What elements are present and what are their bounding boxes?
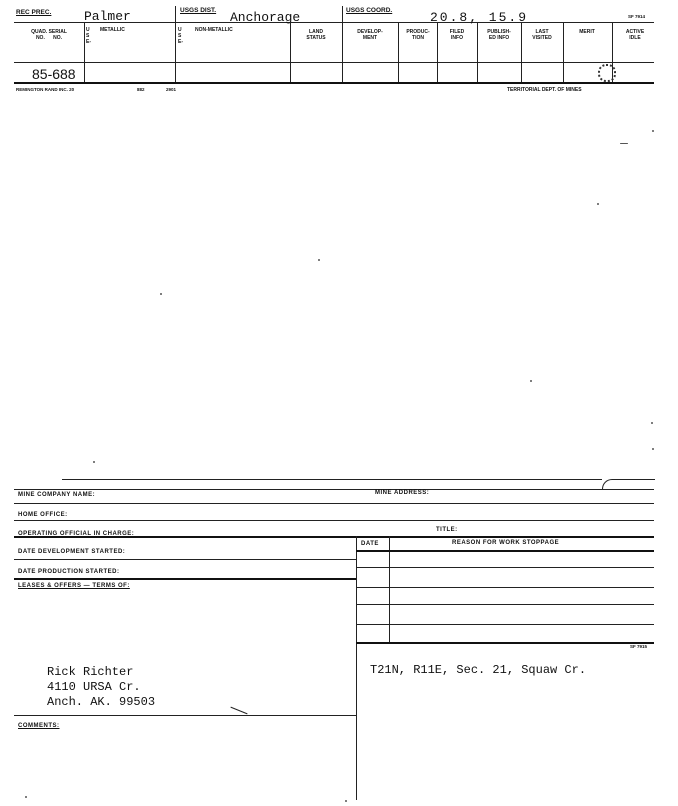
record-serial: 85-688 (32, 66, 76, 82)
col-non-metallic: NON-METALLIC (195, 27, 233, 33)
speck (345, 800, 347, 802)
mine-address-label: MINE ADDRESS: (375, 490, 430, 496)
rule (14, 715, 356, 716)
address-line-1: Rick Richter (47, 665, 134, 679)
col-use-nonmetallic: U S E- (178, 27, 183, 45)
header-divider-1 (175, 6, 176, 82)
col-merit: MERIT (579, 29, 595, 35)
torn-corner (602, 479, 655, 490)
form-number-bottom: SF 7915 (630, 644, 648, 649)
form-number-top: SF 7914 (628, 14, 646, 19)
address-line-3: Anch. AK. 99503 (47, 695, 156, 709)
mine-company-label: MINE COMPANY NAME: (18, 492, 96, 498)
date-development-label: DATE DEVELOPMENT STARTED: (18, 549, 126, 555)
department-name: TERRITORIAL DEPT. OF MINES (507, 87, 582, 93)
rule (356, 587, 654, 588)
rule (14, 536, 654, 538)
location-text: T21N, R11E, Sec. 21, Squaw Cr. (370, 663, 587, 677)
rule (14, 503, 654, 504)
col-use-metallic: U S E- (86, 27, 91, 45)
speck (652, 130, 654, 132)
printer-credit: REMINGTON RAND INC. 20 (16, 87, 75, 92)
col-divider (290, 22, 291, 82)
speck (530, 380, 532, 382)
date-label: DATE (361, 541, 379, 547)
speck (597, 203, 599, 205)
rule (356, 550, 654, 552)
speck (93, 461, 95, 463)
operating-official-label: OPERATING OFFICIAL IN CHARGE: (18, 531, 135, 537)
home-office-label: HOME OFFICE: (18, 512, 68, 518)
print-code-2: 2901 (166, 87, 177, 92)
leases-label: LEASES & OFFERS — TERMS OF: (18, 583, 130, 589)
title-label: TITLE: (436, 527, 458, 533)
usgs-coord-value: 20.8, 15.9 (430, 10, 529, 25)
punch-hole-mark (598, 64, 616, 82)
rule (356, 642, 654, 644)
col-active-idle: ACTIVE IDLE (625, 29, 645, 41)
col-divider (84, 22, 85, 82)
rule (14, 578, 356, 580)
table-divider (356, 536, 357, 800)
print-code-1: 882 (137, 87, 145, 92)
usgs-dist-label: USGS DIST. (180, 7, 217, 14)
table-divider (389, 536, 390, 643)
reason-label: REASON FOR WORK STOPPAGE (452, 540, 560, 546)
comments-label: COMMENTS: (18, 723, 60, 729)
pen-mark (230, 707, 247, 715)
column-header-rule (14, 62, 654, 63)
rule (14, 559, 356, 560)
speck (25, 796, 27, 798)
rule (356, 567, 654, 568)
lower-section-rule (14, 489, 654, 490)
usgs-dist-value: Anchorage (230, 10, 301, 25)
lower-top-rule (62, 479, 602, 480)
header-divider-2 (342, 6, 343, 82)
speck (160, 293, 162, 295)
col-published-info: PUBLISH- ED INFO (487, 29, 511, 41)
record-bottom-rule (14, 82, 654, 84)
rule (14, 520, 654, 521)
speck (620, 143, 628, 144)
col-production: PRODUC- TION (406, 29, 430, 41)
date-production-label: DATE PRODUCTION STARTED: (18, 569, 120, 575)
col-development: DEVELOP- MENT (357, 29, 383, 41)
rec-prec-value: Palmer (84, 9, 131, 24)
rec-prec-label: REC PREC. (16, 9, 52, 16)
rule (356, 604, 654, 605)
col-quad-serial: QUAD. SERIAL NO. NO. (31, 29, 67, 41)
col-metallic: METALLIC (100, 27, 125, 33)
speck (318, 259, 320, 261)
col-last-visited: LAST VISITED (532, 29, 552, 41)
col-land-status: LAND STATUS (306, 29, 326, 41)
speck (652, 448, 654, 450)
rule (356, 624, 654, 625)
address-line-2: 4110 URSA Cr. (47, 680, 141, 694)
usgs-coord-label: USGS COORD. (346, 7, 393, 14)
speck (651, 422, 653, 424)
col-filed-info: FILED INFO (449, 29, 465, 41)
